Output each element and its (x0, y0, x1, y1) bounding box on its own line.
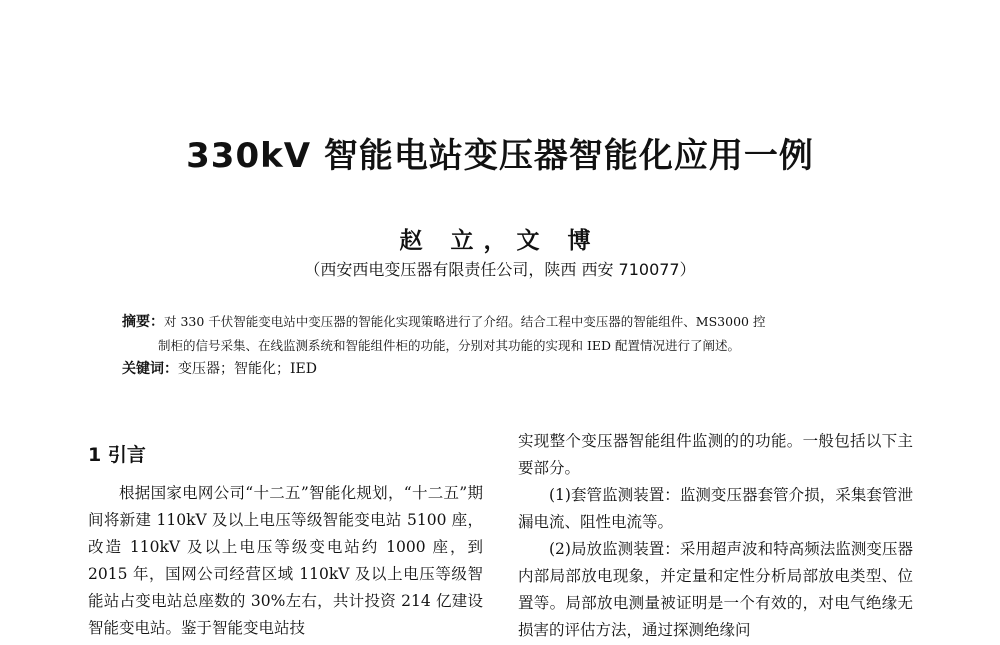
list-item-partial-discharge: (2)局放监测装置：采用超声波和特高频法监测变压器内部局部放电现象，并定量和定性分析局部放电类型、位置等。局部放电测量被证明是一个有效的，对电气绝缘无损害的评估方法，通过探测绝缘问 (518, 540, 913, 639)
abstract-label: 摘要： (122, 314, 164, 330)
abstract-text-1: 对 330 千伏智能变电站中变压器的智能化实现策略进行了介绍。结合工程中变压器的智能组件、MS3000 控 (164, 314, 766, 329)
keywords-text: 变压器；智能化；IED (178, 361, 317, 377)
paper-title: 330kV 智能电站变压器智能化应用一例 (186, 136, 814, 176)
abstract-line-1 (122, 310, 878, 334)
right-intro-paragraph: 实现整个变压器智能组件监测的的功能。一般包括以下主要部分。 (518, 432, 913, 477)
list-item-bushing-monitor: (1)套管监测装置：监测变压器套管介损，采集套管泄漏电流、阻性电流等。 (518, 486, 913, 531)
right-column (518, 428, 913, 644)
paper-authors: 赵 立，文 博 (399, 227, 601, 254)
abstract-block (122, 310, 878, 358)
author-affiliation: （西安西电变压器有限责任公司，陕西 西安 710077） (304, 260, 696, 279)
keywords-label: 关键词： (122, 361, 178, 377)
introduction-paragraph: 根据国家电网公司“十二五”智能化规划，“十二五”期间将新建 110kV 及以上电压等级智能变电站 5100 座，改造 110kV 及以上电压等级变电站约 1000 座，到 2015 年，国网公司经营区域 110kV 及以上电压等级智能站占变电站总座数的 30%左右，共计投资 214 亿建设智能变电站。鉴于智能变电站技 (88, 484, 483, 637)
section-heading-introduction: 1 引言 (88, 444, 146, 466)
left-column (88, 440, 483, 642)
keywords-block (122, 358, 878, 378)
abstract-text-2: 制柜的信号采集、在线监测系统和智能组件柜的功能，分别对其功能的实现和 IED 配置情况进行了阐述。 (158, 338, 741, 353)
